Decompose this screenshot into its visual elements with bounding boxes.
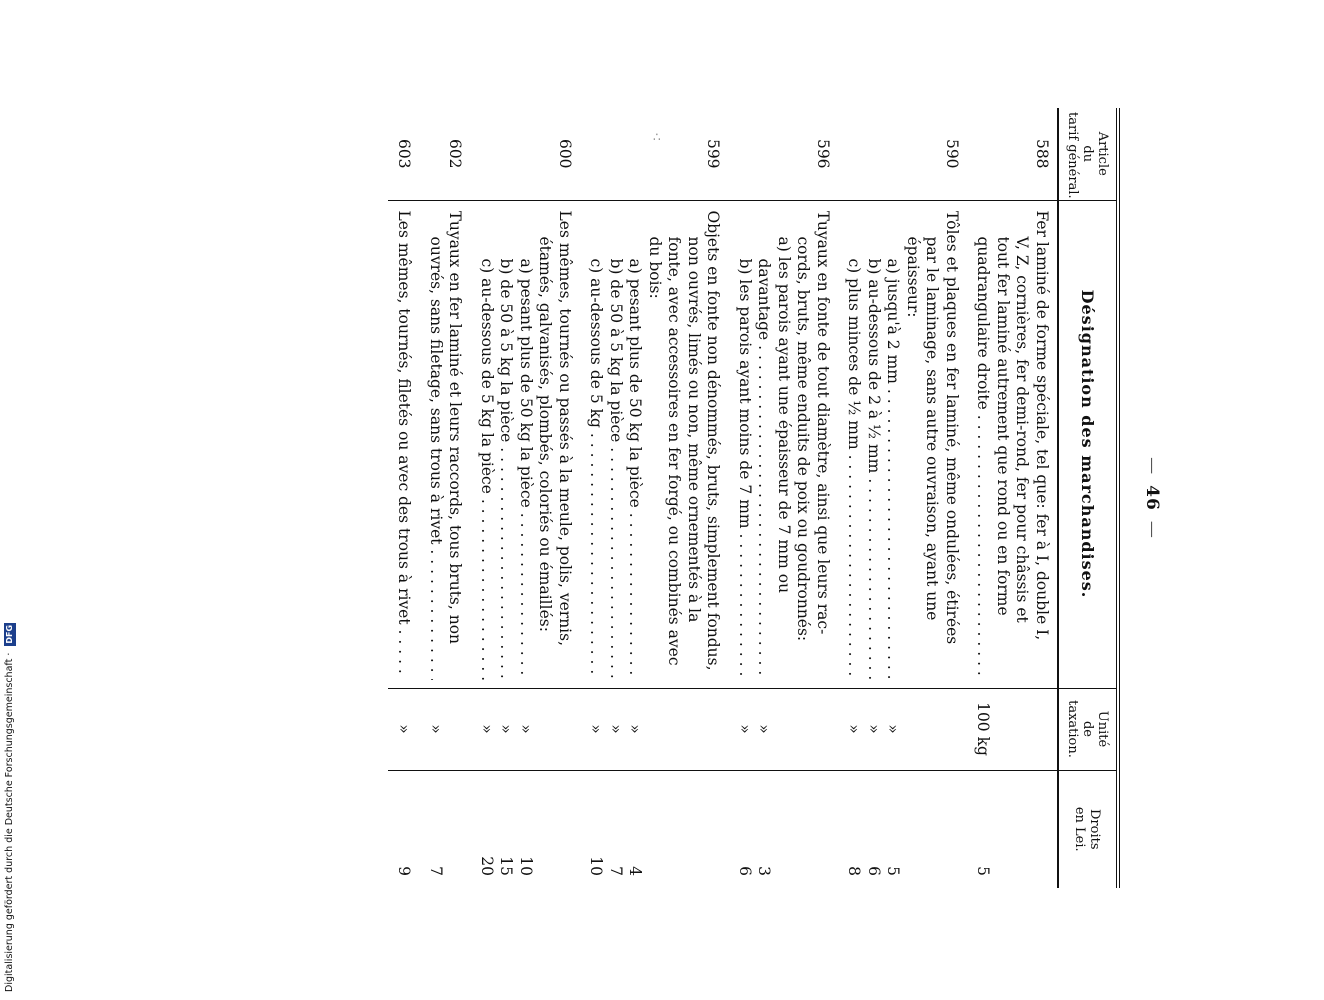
unit-value	[684, 689, 704, 770]
duty-value: 10	[517, 856, 535, 876]
designation-line: étamés, galvanisés, plombés, coloriés ou émaillés:	[536, 236, 555, 632]
unit-value: »	[626, 724, 645, 734]
unit-value: 100 kg	[974, 702, 993, 756]
header-duties-line: en Lei.	[1072, 806, 1088, 852]
designation-line: a) jusqu'à 2 mm . . .	[883, 211, 903, 680]
duty-value: 7	[607, 866, 625, 876]
table-row	[967, 108, 1058, 888]
duty-value: 7	[427, 866, 445, 876]
unit-value: »	[497, 724, 516, 734]
designation-cell	[838, 200, 967, 688]
digitization-credit: Digitalisierung gefördert durch die Deutsche Forschungsgemeinschaft · DFG	[4, 624, 15, 992]
designation-line: fonte, avec accessoires en fer forgé, ou combinés avec	[665, 236, 684, 666]
duty-value: 3	[755, 866, 774, 876]
duty-value: 5	[974, 866, 993, 876]
tariff-table	[388, 108, 1120, 888]
duty-value	[774, 771, 794, 877]
designation-line: b) de 50 à 5 kg la pièce . . .	[496, 211, 516, 680]
duty-value: 8	[845, 866, 864, 876]
duty-value	[535, 771, 555, 877]
duty-value: 10	[587, 856, 606, 876]
unit-cell	[471, 688, 581, 770]
unit-value	[1012, 689, 1032, 770]
header-unit	[1058, 688, 1118, 770]
duty-value: 9	[395, 866, 414, 876]
unit-value: »	[395, 724, 414, 734]
duty-value	[684, 771, 704, 877]
header-duties-line: Droits	[1087, 808, 1103, 850]
duty-value	[1012, 771, 1032, 877]
unit-value	[664, 689, 684, 770]
designation-line: Tuyaux en fonte de tout diamètre, ainsi que leurs rac-	[814, 210, 832, 635]
designation-line: Les mêmes, tournés, filetés ou avec des trous à rivet . . .	[394, 211, 414, 680]
header-duties	[1058, 770, 1118, 888]
unit-value	[445, 689, 465, 770]
unit-cell	[838, 688, 967, 770]
duty-value	[922, 771, 942, 877]
table-row	[388, 108, 420, 888]
page-number-text: 46	[1142, 485, 1162, 511]
unit-value	[703, 689, 723, 770]
duty-value	[942, 771, 962, 877]
designation-line: b) les parois ayant moins de 7 mm . . .	[735, 211, 755, 680]
designation-line: du bois:	[646, 236, 664, 299]
unit-value: »	[478, 724, 496, 734]
article-number: 600	[471, 108, 581, 200]
designation-cell	[729, 200, 839, 688]
unit-cell	[967, 688, 1058, 770]
designation-line: Tôles et plaques en fer laminé, même ondulées, étirées	[943, 210, 961, 645]
designation-line: a) les parois ayant une épaisseur de 7 mm ou	[775, 236, 793, 594]
table-row	[420, 108, 471, 888]
designation-line: quadrangulaire droite . . .	[973, 211, 993, 680]
designation-line: cords, bruts, même enduits de poix ou goudronnés:	[794, 236, 813, 642]
duty-cell	[420, 770, 471, 888]
table-row	[471, 108, 581, 888]
unit-value: »	[884, 724, 903, 734]
unit-value: »	[587, 724, 606, 734]
designation-line: V, Z, cornières, fer demi-rond, fer pour châssis et	[1013, 236, 1032, 623]
unit-value: »	[427, 724, 445, 734]
duty-value	[1032, 771, 1052, 877]
designation-line: a) pesant plus de 50 kg la pièce . . .	[625, 211, 645, 680]
duty-value	[813, 771, 833, 877]
designation-cell	[388, 200, 420, 688]
page-number: —46—	[1142, 457, 1162, 539]
unit-value: »	[607, 724, 625, 734]
rotated-page-content	[250, 108, 1162, 888]
duty-value: 6	[865, 866, 883, 876]
header-unit-line: Unité	[1095, 710, 1110, 748]
duty-value	[703, 771, 723, 877]
unit-value: »	[845, 724, 864, 734]
scan-smudge: ∴	[653, 130, 661, 144]
unit-value	[922, 689, 942, 770]
duty-cell	[580, 770, 729, 888]
unit-value: »	[736, 724, 754, 734]
header-article	[1058, 108, 1118, 200]
duty-value: 20	[478, 856, 496, 876]
duty-value	[645, 771, 665, 877]
designation-line: b) de 50 à 5 kg la pièce . . .	[606, 211, 626, 680]
duty-value	[793, 771, 813, 877]
dfg-logo: DFG	[5, 624, 14, 644]
duty-value: 4	[626, 866, 645, 876]
unit-cell	[729, 688, 839, 770]
article-number: 588	[967, 108, 1058, 200]
table-row	[729, 108, 839, 888]
unit-value	[993, 689, 1013, 770]
designation-line: Tuyaux en fer laminé et leurs raccords, tous bruts, non	[446, 210, 465, 645]
designation-line: Les mêmes, tournés ou passés à la meule, polis, vernis,	[556, 210, 574, 647]
designation-line: c) au-dessous de 5 kg la pièce . . .	[477, 211, 497, 680]
header-article-line: tarif général.	[1065, 112, 1080, 199]
designation-line: par le laminage, sans autre ouvraison, ayant une	[923, 236, 942, 621]
duty-value: 5	[884, 866, 903, 876]
header-article-line: Article	[1095, 131, 1110, 176]
unit-value	[535, 689, 555, 770]
unit-value	[774, 689, 794, 770]
article-number: 602	[420, 108, 471, 200]
credit-text: Digitalisierung gefördert durch die Deutsche Forschungsgemeinschaft	[4, 658, 15, 992]
table-row	[580, 108, 729, 888]
duty-value: 6	[736, 866, 754, 876]
unit-value	[793, 689, 813, 770]
header-designation: Désignation des marchandises.	[1058, 200, 1118, 688]
unit-value: »	[755, 724, 774, 734]
duty-value: 15	[497, 856, 516, 876]
duty-cell	[388, 770, 420, 888]
designation-line: non ouvrés, limés ou non, même ornementés à la	[685, 236, 703, 623]
designation-line: Fer laminé de forme spéciale, tel que: fer à I, double I,	[1033, 210, 1051, 641]
unit-value: »	[517, 724, 535, 734]
duty-value	[445, 771, 465, 877]
duty-value	[555, 771, 575, 877]
duty-value	[664, 771, 684, 877]
table-row	[838, 108, 967, 888]
designation-line: épaisseur:	[904, 236, 922, 318]
unit-value	[942, 689, 962, 770]
duty-cell	[729, 770, 839, 888]
duty-cell	[471, 770, 581, 888]
duty-cell	[967, 770, 1058, 888]
designation-cell	[471, 200, 581, 688]
unit-cell	[388, 688, 420, 770]
designation-line: Objets en fonte non dénommés, bruts, simplement fondus,	[704, 210, 723, 671]
table-body	[388, 108, 1058, 888]
unit-value: »	[865, 724, 883, 734]
article-number: 590	[838, 108, 967, 200]
designation-line: c) plus minces de ½ mm . . .	[844, 211, 864, 680]
table-header-row	[1058, 108, 1118, 888]
unit-value	[903, 689, 923, 770]
designation-cell	[420, 200, 471, 688]
designation-line: a) pesant plus de 50 kg la pièce . . .	[516, 211, 536, 680]
duty-value	[903, 771, 923, 877]
article-number: 599	[580, 108, 729, 200]
article-number: 603	[388, 108, 420, 200]
designation-line: tout fer laminé autrement que rond ou en forme	[994, 236, 1012, 616]
header-article-line: du	[1080, 145, 1095, 163]
unit-value	[645, 689, 665, 770]
designation-cell	[580, 200, 729, 688]
duty-cell	[838, 770, 967, 888]
unit-value	[1032, 689, 1052, 770]
article-number: 596	[729, 108, 839, 200]
header-unit-line: taxation.	[1065, 700, 1080, 758]
header-unit-line: de	[1080, 720, 1095, 737]
designation-line: davantage . . .	[754, 211, 774, 680]
unit-value	[813, 689, 833, 770]
designation-line: ouvrés, sans filetage, sans trous à rivet . . .	[426, 211, 446, 680]
duty-value	[993, 771, 1013, 877]
unit-value	[555, 689, 575, 770]
designation-line: b) au-dessous de 2 à ½ mm . . .	[864, 211, 884, 680]
designation-line: c) au-dessous de 5 kg . . .	[586, 211, 606, 680]
designation-cell	[967, 200, 1058, 688]
unit-cell	[580, 688, 729, 770]
unit-cell	[420, 688, 471, 770]
